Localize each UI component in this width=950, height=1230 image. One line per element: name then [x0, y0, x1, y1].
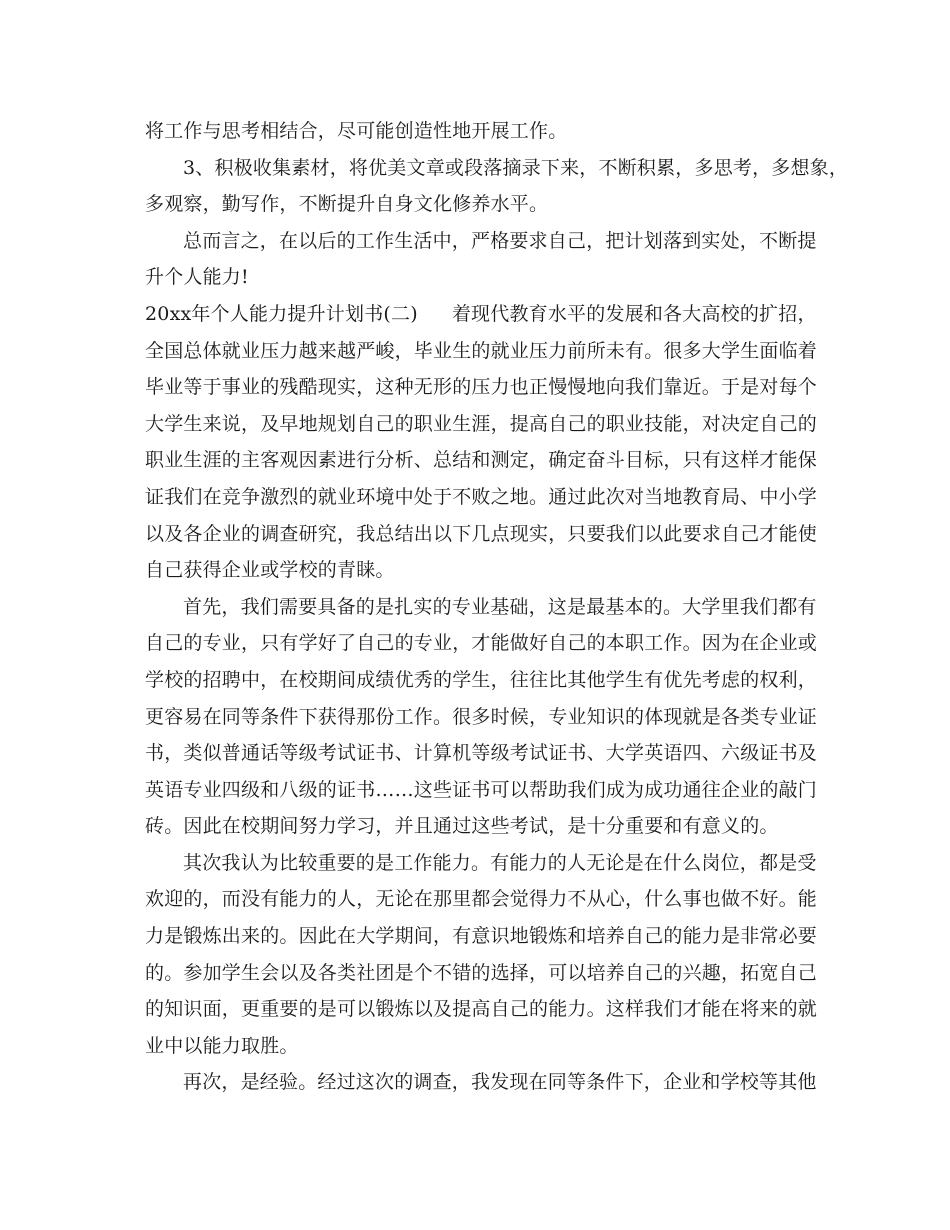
text-line: 书，类似普通话等级考试证书、计算机等级考试证书、大学英语四、六级证书及 — [145, 742, 818, 765]
text-line: 3、积极收集素材，将优美文章或段落摘录下来，不断积累，多思考，多想象， — [183, 156, 849, 179]
text-line: 将工作与思考相结合，尽可能创造性地开展工作。 — [145, 120, 568, 142]
text-line: 自己获得企业或学校的青睐。 — [145, 559, 395, 582]
text-line: 大学生来说，及早地规划自己的职业生涯，提高自己的职业技能，对决定自己的 — [145, 412, 818, 435]
text-line: 的。参加学生会以及各类社团是个不错的选择，可以培养自己的兴趣，拓宽自己 — [145, 961, 818, 984]
text-line: 再次，是经验。经过这次的调查，我发现在同等条件下，企业和学校等其他 — [183, 1071, 817, 1094]
document-body — [145, 113, 849, 1101]
text-line: 自己的专业，只有学好了自己的专业，才能做好自己的本职工作。因为在企业或 — [145, 632, 818, 655]
text-line: 总而言之，在以后的工作生活中，严格要求自己，把计划落到实处，不断提 — [183, 229, 817, 252]
text-line: 首先，我们需要具备的是扎实的专业基础，这是最基本的。大学里我们都有 — [183, 595, 817, 618]
text-line: 业中以能力取胜。 — [145, 1034, 299, 1057]
text-line: 升个人能力! — [145, 266, 249, 289]
text-line: 以及各企业的调查研究，我总结出以下几点现实，只要我们以此要求自己才能使 — [145, 522, 818, 545]
text-line: 砖。因此在校期间努力学习，并且通过这些考试，是十分重要和有意义的。 — [145, 815, 779, 838]
text-line: 更容易在同等条件下获得那份工作。很多时候，专业知识的体现就是各类专业证 — [145, 705, 818, 728]
text-line: 其次我认为比较重要的是工作能力。有能力的人无论是在什么岗位，都是受 — [183, 851, 817, 874]
text-line: 毕业等于事业的残酷现实，这种无形的压力也正慢慢地向我们靠近。于是对每个 — [145, 376, 818, 399]
text-line: 的知识面，更重要的是可以锻炼以及提高自己的能力。这样我们才能在将来的就 — [145, 998, 818, 1021]
text-line: 力是锻炼出来的。因此在大学期间，有意识地锻炼和培养自己的能力是非常必要 — [145, 925, 818, 948]
section-title: 20xx年个人能力提升计划书(二) — [145, 302, 418, 325]
section-title-line — [145, 296, 825, 333]
text-line: 全国总体就业压力越来越严峻，毕业生的就业压力前所未有。很多大学生面临着 — [145, 339, 818, 362]
text-line: 多观察，勤写作，不断提升自身文化修养水平。 — [145, 193, 549, 216]
text-line: 证我们在竞争激烈的就业环境中处于不败之地。通过此次对当地教育局、中小学 — [145, 485, 818, 508]
text-line: 欢迎的，而没有能力的人，无论在那里都会觉得力不从心，什么事也做不好。能 — [145, 888, 818, 911]
text-line: 英语专业四级和八级的证书……这些证书可以帮助我们成为成功通往企业的敲门 — [145, 778, 818, 801]
text-line: 学校的招聘中，在校期间成绩优秀的学生，往往比其他学生有优先考虑的权利， — [145, 668, 818, 691]
text-line: 职业生涯的主客观因素进行分析、总结和测定，确定奋斗目标，只有这样才能保 — [145, 449, 818, 472]
section-title-continuation: 着现代教育水平的发展和各大高校的扩招， — [451, 302, 817, 325]
